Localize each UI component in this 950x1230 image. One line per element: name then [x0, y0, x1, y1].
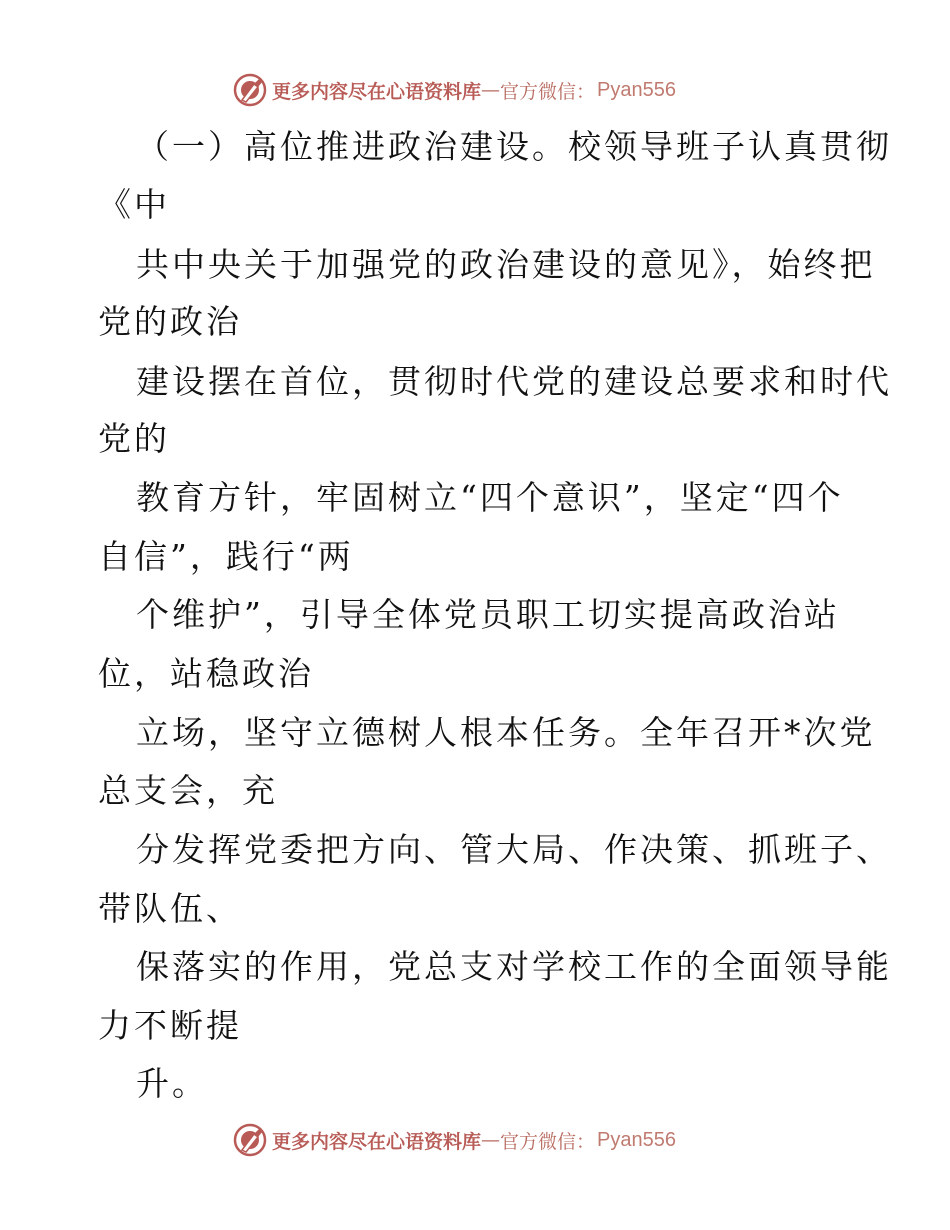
banner-separator: —: [481, 79, 501, 101]
banner-wechat-id: Pyan556: [597, 78, 676, 101]
banner-site-text: 更多内容尽在心语资料库: [272, 1130, 482, 1153]
body-line: 个维护”，引导全体党员职工切实提高政治站: [136, 595, 840, 634]
body-line: 教育方针，牢固树立“四个意识”，坚定“四个: [136, 478, 844, 517]
body-line: 力不断提: [98, 1006, 242, 1045]
body-line: 升。: [136, 1064, 208, 1103]
body-line: 总支会，充: [98, 771, 278, 810]
body-line: 分发挥党委把方向、管大局、作决策、抓班子、: [136, 830, 892, 869]
body-line: 建设摆在首位，贯彻时代党的建设总要求和时代: [136, 362, 892, 401]
body-line: 自信”，践行“两: [98, 537, 354, 576]
body-line: 《中: [98, 185, 170, 224]
body-line: 党的政治: [98, 302, 242, 341]
banner-wechat-label: 官方微信：: [500, 1130, 596, 1153]
body-line: 党的: [98, 419, 170, 458]
body-line: 保落实的作用，党总支对学校工作的全面领导能: [136, 947, 892, 986]
footer-banner: [232, 1120, 676, 1160]
pen-nib-logo-icon: [232, 1122, 268, 1158]
banner-site-text: 更多内容尽在心语资料库: [272, 80, 482, 103]
banner-wechat-id: Pyan556: [597, 1128, 676, 1151]
banner-separator: —: [481, 1129, 501, 1151]
banner-wechat-label: 官方微信：: [500, 80, 596, 103]
body-line: 共中央关于加强党的政治建设的意见》，始终把: [136, 245, 876, 284]
body-line: 立场，坚守立德树人根本任务。全年召开*次党: [136, 713, 876, 752]
body-line: 带队伍、: [98, 889, 242, 928]
body-line: （一）高位推进政治建设。校领导班子认真贯彻: [136, 127, 892, 166]
body-line: 位，站稳政治: [98, 654, 314, 693]
